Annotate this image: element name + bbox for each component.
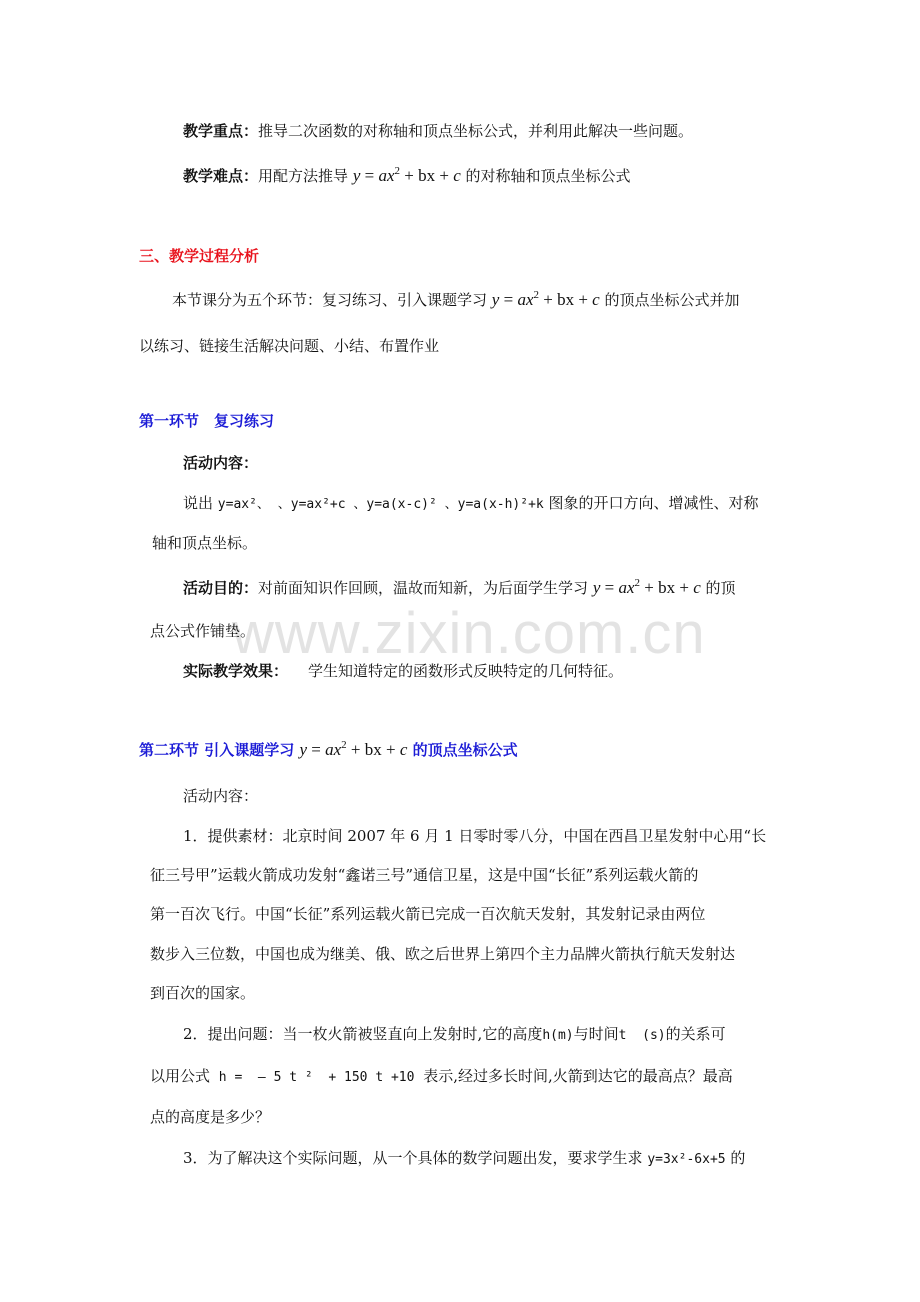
step2-heading-before: 第二环节 引入课题学习 <box>139 741 295 759</box>
quadratic-formula: $y = ax^2$ + bx + c <box>491 289 600 309</box>
step2-p2-line1 <box>183 1022 726 1048</box>
step2-p2-line2 <box>150 1064 733 1090</box>
p3-before: 3．为了解决这个实际问题，从一个具体的数学问题出发，要求学生求 <box>183 1149 643 1167</box>
step2-content-label: 活动内容： <box>183 787 259 805</box>
p2-hm: h(m) <box>542 1028 574 1043</box>
step1-effect <box>183 659 623 683</box>
step2-p2-line3: 点的高度是多少？ <box>150 1108 271 1126</box>
step1-content-before: 说出 <box>183 494 214 512</box>
effect-label: 实际教学效果： <box>183 662 289 680</box>
section3-line2: 以练习、链接生活解决问题、小结、布置作业 <box>139 337 440 355</box>
p3-formula: y=3x²-6x+5 <box>647 1152 726 1167</box>
function-forms: y=ax²、 、y=ax²+c 、y=a(x-c)² 、y=a(x-h)²+k <box>217 497 544 512</box>
step2-heading-after: 的顶点坐标公式 <box>412 741 518 759</box>
step2-p1-line3: 第一百次飞行。中国“长征”系列运载火箭已完成一百次航天发射，其发射记录由两位 <box>150 905 706 923</box>
p2-before: 2．提出问题：当一枚火箭被竖直向上发射时,它的高度 <box>183 1025 543 1043</box>
step1-content-label: 活动内容： <box>183 454 259 472</box>
focus-text: 推导二次函数的对称轴和顶点坐标公式，并利用此解决一些问题。 <box>258 122 694 140</box>
step1-content-line1 <box>183 491 759 517</box>
p2-line2-after: 表示,经过多长时间,火箭到达它的最高点？最高 <box>423 1067 733 1085</box>
difficulty-text-before: 用配方法推导 <box>258 167 349 185</box>
purpose-label: 活动目的： <box>183 579 259 597</box>
step2-p1-line5: 到百次的国家。 <box>150 984 256 1002</box>
step1-heading: 第一环节 复习练习 <box>139 412 275 430</box>
rocket-height-formula: h = – 5 t ² + 150 t +10 <box>218 1070 415 1085</box>
quadratic-formula: $y = ax^2$ + bx + c <box>299 739 408 759</box>
teaching-difficulty <box>183 164 631 188</box>
section3-line1-before: 本节课分为五个环节：复习练习、引入课题学习 <box>172 291 488 309</box>
purpose-after: 的顶 <box>705 579 736 597</box>
difficulty-text-after: 的对称轴和顶点坐标公式 <box>465 167 631 185</box>
p2-line2-before: 以用公式 <box>150 1067 211 1085</box>
step2-p1-line4: 数步入三位数，中国也成为继美、俄、欧之后世界上第四个主力品牌火箭执行航天发射达 <box>150 945 736 963</box>
step1-purpose <box>183 576 736 600</box>
p2-after: 的关系可 <box>665 1025 726 1043</box>
focus-label: 教学重点： <box>183 122 259 140</box>
step2-p3-line1 <box>183 1146 745 1172</box>
step2-p1-line2: 征三号甲”运载火箭成功发射“鑫诺三号”通信卫星，这是中国“长征”系列运载火箭的 <box>150 866 699 884</box>
section3-line1-after: 的顶点坐标公式并加 <box>604 291 740 309</box>
p3-after: 的 <box>730 1149 746 1167</box>
purpose-before: 对前面知识作回顾，温故而知新，为后面学生学习 <box>258 579 589 597</box>
p2-mid: 与时间 <box>573 1025 619 1043</box>
section3-line1 <box>172 288 740 312</box>
step2-p1-line1: 1．提供素材：北京时间 2007 年 6 月 1 日零时零八分，中国在西昌卫星发射中心用“长 <box>183 827 767 845</box>
step2-heading <box>139 738 518 762</box>
teaching-focus <box>183 119 693 143</box>
quadratic-formula: $y = ax^2$ + bx + c <box>352 165 461 185</box>
step1-content-after: 图象的开口方向、增减性、对称 <box>548 494 759 512</box>
step1-content-line2: 轴和顶点坐标。 <box>152 534 258 552</box>
p2-ts: t (s) <box>618 1028 666 1043</box>
watermark: www.zixin.com.cn <box>232 601 706 666</box>
section3-heading: 三、教学过程分析 <box>139 247 260 265</box>
step1-purpose-line2: 点公式作铺垫。 <box>150 622 256 640</box>
effect-text: 学生知道特定的函数形式反映特定的几何特征。 <box>308 662 624 680</box>
quadratic-formula: $y = ax^2$ + bx + c <box>592 577 701 597</box>
difficulty-label: 教学难点： <box>183 167 259 185</box>
